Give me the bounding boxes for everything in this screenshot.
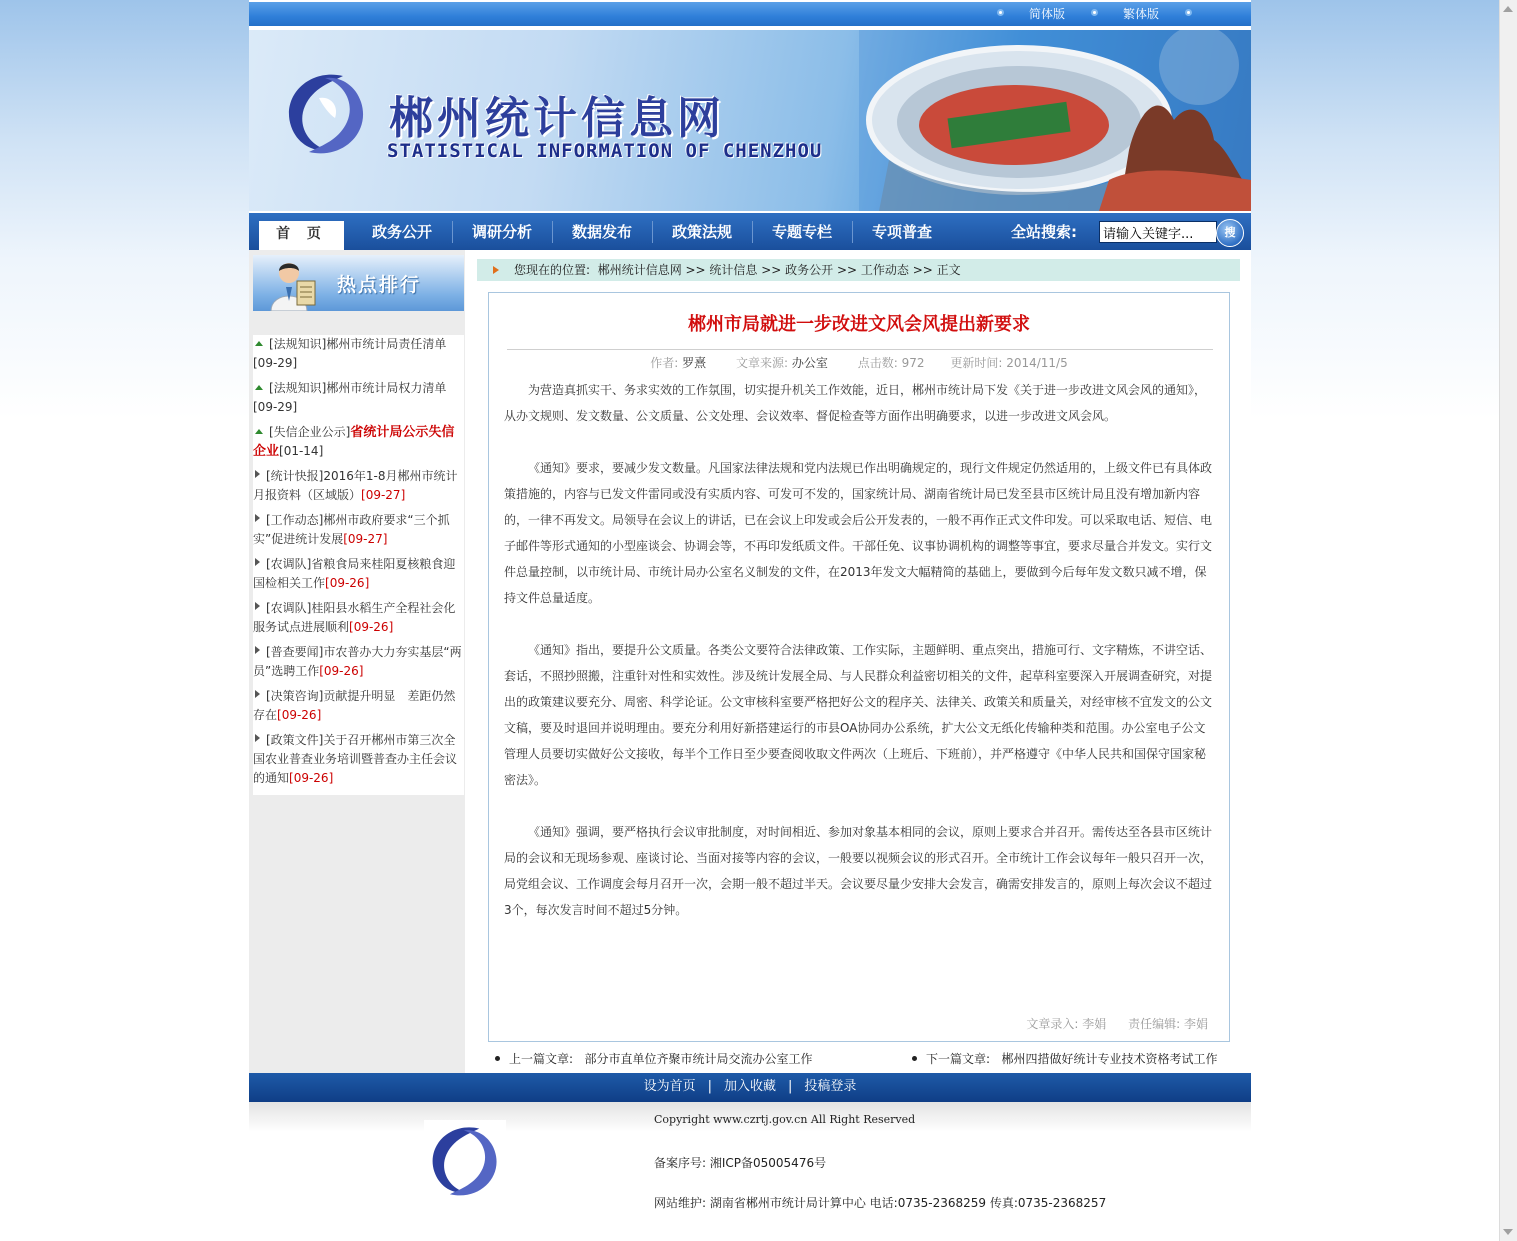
- prev-next-articles: [495, 1049, 1240, 1069]
- next-article-link[interactable]: 郴州四措做好统计专业技术资格考试工作: [1001, 1052, 1218, 1066]
- breadcrumb-prefix: 您现在的位置:: [514, 263, 591, 277]
- hot-item-date: [09-29]: [253, 356, 298, 370]
- hot-list-item[interactable]: [253, 423, 464, 467]
- site-banner: [249, 30, 1251, 211]
- language-bar: [249, 2, 1251, 26]
- nav-policies-regulations[interactable]: 政策法规: [671, 223, 732, 241]
- scroll-down-arrow-icon[interactable]: [1503, 1229, 1513, 1235]
- add-favorite-link[interactable]: 加入收藏: [723, 1079, 776, 1094]
- up-arrow-icon: [255, 429, 263, 434]
- nav-research-analysis[interactable]: 调研分析: [471, 223, 532, 241]
- hot-item-title[interactable]: [失信企业公示]: [269, 425, 351, 439]
- breadcrumb-path[interactable]: 郴州统计信息网 >> 统计信息 >> 政务公开 >> 工作动态 >> 正文: [597, 263, 961, 277]
- hot-list-item[interactable]: [253, 599, 464, 643]
- footer-logo-icon: [421, 1120, 509, 1202]
- bullet-icon: [997, 9, 1004, 16]
- article-paragraph: 《通知》强调，要严格执行会议审批制度，对时间相近、参加对象基本相同的会议，原则上要求合并召开。需传达至各县市区统计局的会议和无现场参观、座谈讨论、当面对接等内容的会议，一般要以视频会议的形式召开。全市统计工作会议每年一般只召开一次，局党组会议、工作调度会每月召开一次，会期一般不超过半天。会议要尽量少安排大会发言，确需安排发言的，原则上每次会议不超过3个，每次发言时间不超过5分钟。: [504, 825, 1213, 917]
- bullet-icon: [495, 1056, 500, 1061]
- traditional-chinese-link[interactable]: 繁体版: [1123, 7, 1160, 21]
- hot-item-title[interactable]: [法规知识]郴州市统计局责任清单: [269, 337, 447, 351]
- right-arrow-icon: [255, 690, 260, 698]
- hot-item-date: [09-26]: [319, 664, 364, 678]
- prev-article-link[interactable]: 部分市直单位齐聚市统计局交流办公室工作: [584, 1052, 813, 1066]
- updated-label: 更新时间:: [950, 356, 1003, 370]
- right-arrow-icon: [255, 470, 260, 478]
- hot-item-date: [09-29]: [253, 400, 298, 414]
- right-arrow-icon: [255, 514, 260, 522]
- page-scrollbar[interactable]: [1499, 0, 1517, 1241]
- breadcrumb: [477, 259, 1240, 281]
- simplified-chinese-link[interactable]: 简体版: [1029, 7, 1066, 21]
- bullet-icon: [912, 1056, 917, 1061]
- site-title-chinese: 郴州统计信息网: [389, 93, 725, 144]
- right-arrow-icon: [255, 646, 260, 654]
- prev-label: 上一篇文章:: [509, 1052, 574, 1066]
- hot-list-item[interactable]: [253, 555, 464, 599]
- source-value: 办公室: [791, 356, 828, 370]
- hot-item-date: [09-26]: [277, 708, 322, 722]
- hot-list-item[interactable]: [253, 731, 464, 795]
- hot-item-title[interactable]: [政策文件]关于召开郴州市第三次全国农业普查业务培训暨普查办主任会议的通知: [253, 733, 458, 785]
- nav-special-census[interactable]: 专项普查: [871, 223, 932, 241]
- entry-value: 李娟: [1082, 1017, 1107, 1031]
- hot-list-item[interactable]: [253, 643, 464, 687]
- hot-list-item[interactable]: [253, 335, 464, 379]
- hot-ranking-header: [253, 255, 464, 311]
- nav-data-release[interactable]: 数据发布: [571, 223, 632, 241]
- set-homepage-link[interactable]: 设为首页: [643, 1079, 696, 1094]
- page-container: [249, 0, 1251, 1241]
- hot-item-highlight[interactable]: 省统计局公示失信企业: [253, 425, 455, 459]
- search-label: 全站搜索:: [1011, 223, 1077, 241]
- article-meta: [489, 354, 1229, 372]
- hot-item-title[interactable]: [决策咨询]贡献提升明显 差距仍然存在: [253, 689, 456, 722]
- updated-value: 2014/11/5: [1006, 356, 1068, 370]
- hot-item-title[interactable]: [普查要闻]市农普办大力夯实基层“两员”选聘工作: [253, 645, 462, 678]
- site-search-input[interactable]: [1099, 221, 1217, 243]
- hot-list-item[interactable]: [253, 687, 464, 731]
- footer-divider: |: [788, 1079, 793, 1094]
- up-arrow-icon: [255, 385, 263, 390]
- right-arrow-icon: [255, 602, 260, 610]
- hot-ranking-list: [253, 335, 464, 795]
- nav-government-affairs[interactable]: 政务公开: [371, 223, 432, 241]
- right-arrow-icon: [255, 734, 260, 742]
- hot-item-title[interactable]: [农调队]桂阳县水稻生产全程社会化服务试点进展顺利: [253, 601, 456, 634]
- hot-item-title[interactable]: [法规知识]郴州市统计局权力清单: [269, 381, 447, 395]
- breadcrumb-arrow-icon: [493, 266, 499, 274]
- staff-avatar-icon: [269, 257, 323, 311]
- breadcrumb-text: [514, 259, 961, 281]
- article-paragraph: 《通知》要求，要减少发文数量。凡国家法律法规和党内法规已作出明确规定的，现行文件规定仍然适用的，上级文件已有具体政策措施的，内容与已发文件雷同或没有实质内容、可发可不发的，国家统计局、湖南省统计局已发至县市区统计局且没有增加新内容的，一律不再发文。局领导在会议上的讲话，已在会议上印发或会后公开发表的，一般不再作正式文件印发。可以采取电话、短信、电子邮件等形式通知的小型座谈会、协调会等，不再印发纸质文件。干部任免、议事协调机构的调整等事宜，要求尽量合并发文。实行文件总量控制，以市统计局、市统计局办公室名义制发的文件，在2013年发文大幅精简的基础上，要做到今后每年发文数只减不增，保持文件总量适度。: [504, 461, 1213, 605]
- article-title: 郴州市局就进一步改进文风会风提出新要求: [688, 314, 1030, 335]
- nav-home-tab[interactable]: 首 页: [259, 221, 344, 250]
- footer-links-bar: [249, 1073, 1251, 1102]
- hot-item-date: [09-27]: [361, 488, 406, 502]
- statistics-logo-icon: [279, 66, 374, 161]
- bullet-icon: [1185, 9, 1192, 16]
- article-body: [504, 377, 1214, 949]
- title-divider: [507, 349, 1213, 350]
- submission-login-link[interactable]: 投稿登录: [804, 1079, 857, 1094]
- bullet-icon: [1091, 9, 1098, 16]
- article-editors: [1026, 1015, 1208, 1032]
- hot-item-title[interactable]: [农调队]省粮食局来桂阳夏核粮食迎国检相关工作: [253, 557, 456, 590]
- nav-special-topics[interactable]: 专题专栏: [771, 223, 832, 241]
- stadium-banner-image: [859, 30, 1251, 211]
- editor-value: 李娟: [1183, 1017, 1208, 1031]
- article-box: [488, 292, 1230, 1042]
- search-button[interactable]: 搜: [1216, 219, 1244, 247]
- maintainer-text: 网站维护: 湖南省郴州市统计局计算中心 电话:0735-2368259 传真:0735-2368257: [654, 1196, 1107, 1210]
- hot-item-title[interactable]: [统计快报]2016年1-8月郴州市统计月报资料（区域版）: [253, 469, 458, 502]
- hot-item-date: [09-27]: [343, 532, 388, 546]
- hot-list-item[interactable]: [253, 467, 464, 511]
- clicks-label: 点击数:: [857, 356, 898, 370]
- icp-text: 备案序号: 湘ICP备05005476号: [654, 1156, 827, 1170]
- hot-item-date: [09-26]: [349, 620, 394, 634]
- hot-item-title[interactable]: [工作动态]郴州市政府要求“三个抓实”促进统计发展: [253, 513, 450, 546]
- hot-list-item[interactable]: [253, 379, 464, 423]
- clicks-value: 972: [901, 356, 925, 370]
- hot-item-date: [09-26]: [289, 771, 334, 785]
- editor-label: 责任编辑:: [1128, 1017, 1181, 1031]
- footer: [249, 1102, 1251, 1222]
- article-paragraph: 为营造真抓实干、务求实效的工作氛围，切实提升机关工作效能，近日，郴州市统计局下发《关于进一步改进文风会风的通知》，从办文规则、发文数量、公文质量、公文处理、会议效率、督促检查等方面作出明确要求，以进一步改进文风会风。: [504, 383, 1207, 423]
- hot-ranking-title: 热点排行: [337, 274, 422, 296]
- article-paragraph: 《通知》指出，要提升公文质量。各类公文要符合法律政策、工作实际，主题鲜明、重点突出，措施可行、文字精炼，不讲空话、套话，不照抄照搬，注重针对性和实效性。涉及统计发展全局、与人民群众利益密切相关的文件，起草科室要深入开展调查研究，对提出的政策建议要充分、周密、科学论证。公文审核科室要严格把好公文的程序关、法律关、政策关和质量关，对经审核不宜发文的公文文稿，要及时退回并说明理由。要充分利用好新搭建运行的市县OA协同办公系统，扩大公文无纸化传输种类和范围。办公室电子公文管理人员要切实做好公文接收，每半个工作日至少要查阅收取文件两次（上班后、下班前），并严格遵守《中华人民共和国保守国家秘密法》。: [504, 643, 1213, 787]
- source-label: 文章来源:: [735, 356, 789, 370]
- hot-item-date: [01-14]: [279, 444, 324, 458]
- up-arrow-icon: [255, 341, 263, 346]
- author-value: 罗熹: [682, 356, 707, 370]
- sidebar: [249, 250, 465, 1073]
- copyright-text: Copyright www.czrtj.gov.cn All Right Reserved: [654, 1113, 916, 1126]
- footer-divider: |: [707, 1079, 712, 1094]
- author-label: 作者:: [650, 356, 679, 370]
- right-arrow-icon: [255, 558, 260, 566]
- site-title-english: STATISTICAL INFORMATION OF CHENZHOU: [387, 140, 823, 162]
- scroll-up-arrow-icon[interactable]: [1503, 6, 1513, 12]
- hot-item-date: [09-26]: [325, 576, 370, 590]
- entry-label: 文章录入:: [1026, 1017, 1079, 1031]
- next-label: 下一篇文章:: [926, 1052, 991, 1066]
- hot-list-item[interactable]: [253, 511, 464, 555]
- main-navigation: [249, 213, 1251, 250]
